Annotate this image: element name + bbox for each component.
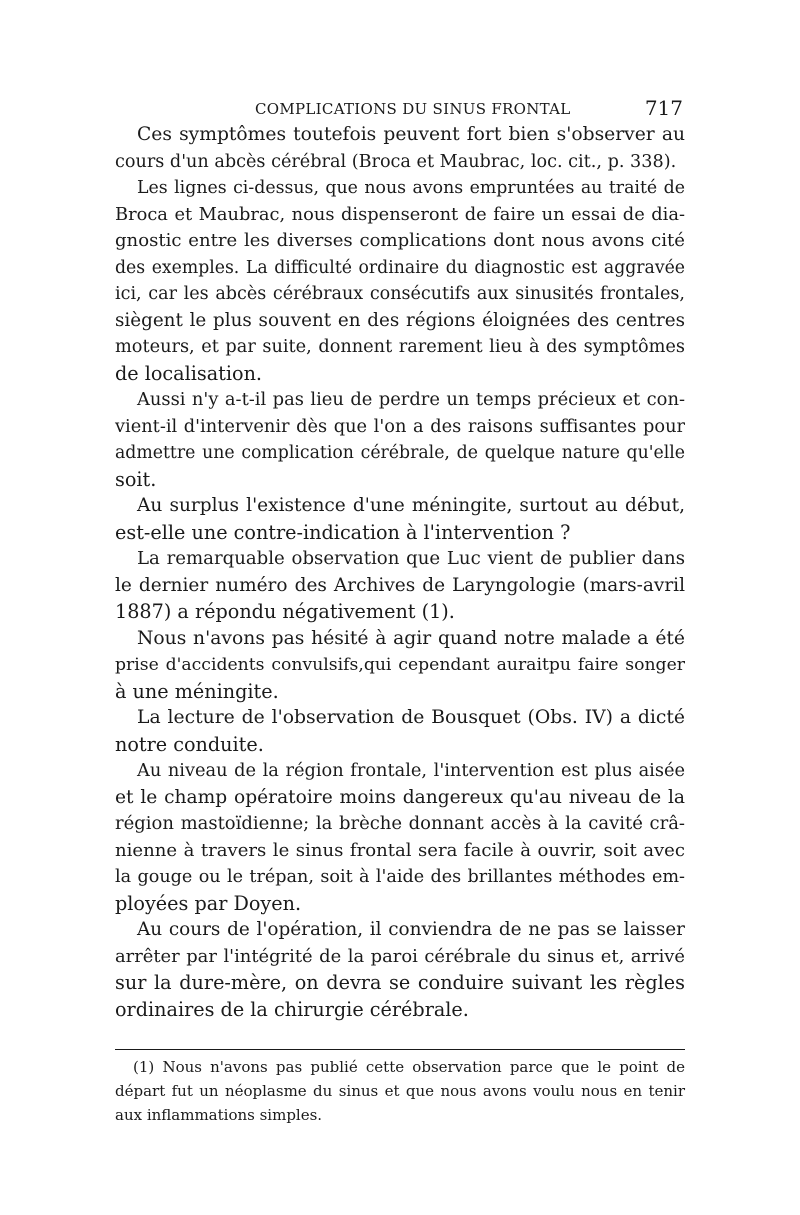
body-text [115, 122, 685, 1023]
text-line: sur la dure-mère, on devra se conduire suivant les règles [115, 971, 685, 994]
text-line: cours d'un abcès cérébral (Broca et Maubrac, loc. cit., p. 338). [115, 151, 677, 172]
text-line: La remarquable observation que Luc vient de publier dans [137, 548, 685, 569]
text-line: admettre une complication cérébrale, de quelque nature qu'elle [115, 443, 685, 463]
text-line: Aussi n'y a-t-il pas lieu de perdre un temps précieux et con- [137, 389, 685, 410]
text-line: ici, car les abcès cérébraux consécutifs aux sinusités frontales, [115, 284, 685, 304]
paragraph [115, 493, 685, 546]
text-line: Les lignes ci-dessus, que nous avons empruntées au traité de [137, 178, 685, 198]
text-line: de localisation. [115, 361, 263, 385]
text-line: ordinaires de la chirurgie cérébrale. [115, 997, 469, 1021]
page-number: 717 [644, 96, 683, 120]
text-line: Nous n'avons pas hésité à agir quand notre malade a été [137, 627, 685, 649]
paragraph [115, 546, 685, 626]
text-line: région mastoïdienne; la brèche donnant accès à la cavité crâ- [115, 813, 685, 834]
text-line: soit. [115, 467, 157, 491]
paragraph [115, 705, 685, 758]
text-line: la gouge ou le trépan, soit à l'aide des brillantes méthodes em- [115, 867, 685, 887]
footnote-line: aux inflammations simples. [115, 1106, 323, 1124]
text-line: notre conduite. [115, 732, 264, 756]
footnote-rule [115, 1049, 685, 1050]
running-title: COMPLICATIONS DU SINUS FRONTAL [255, 100, 571, 118]
text-line: Au niveau de la région frontale, l'intervention est plus aisée [137, 760, 685, 781]
text-line: le dernier numéro des Archives de Laryngologie (mars-avril [115, 574, 685, 596]
text-line: prise d'accidents convulsifs,qui cependant auraitpu faire songer [115, 655, 685, 675]
text-line: arrêter par l'intégrité de la paroi cérébrale du sinus et, arrivé [115, 945, 685, 967]
text-line: 1887) a répondu négativement (1). [115, 600, 455, 623]
text-line: La lecture de l'observation de Bousquet (Obs. IV) a dicté [137, 707, 685, 728]
paragraph [115, 758, 685, 917]
text-line: et le champ opératoire moins dangereux qu'au niveau de la [115, 786, 685, 808]
footnote-line: (1) Nous n'avons pas publié cette observation parce que le point de [133, 1058, 685, 1076]
paragraph [115, 917, 685, 1023]
text-line: siègent le plus souvent en des régions éloignées des centres [115, 309, 685, 331]
text-line: ployées par Doyen. [115, 891, 302, 915]
text-line: Broca et Maubrac, nous dispenseront de faire un essai de dia- [115, 203, 685, 225]
text-line: gnostic entre les diverses complications dont nous avons cité [115, 230, 685, 251]
paragraph [115, 122, 685, 175]
text-line: Au cours de l'opération, il conviendra de ne pas se laisser [137, 919, 685, 940]
text-line: vient-il d'intervenir dès que l'on a des raisons suffisantes pour [115, 415, 685, 437]
paragraph [115, 626, 685, 706]
footnote-line: départ fut un néoplasme du sinus et que nous avons voulu nous en tenir [115, 1082, 685, 1100]
text-line: à une méningite. [115, 679, 279, 703]
text-line: Ces symptômes toutefois peuvent fort bien s'observer au [137, 124, 685, 145]
text-line: nienne à travers le sinus frontal sera facile à ouvrir, soit avec [115, 839, 685, 861]
paragraph [115, 175, 685, 387]
running-head [115, 96, 685, 124]
text-line: Au surplus l'existence d'une méningite, surtout au début, [137, 495, 685, 516]
paragraph [115, 387, 685, 493]
footnote [115, 1055, 685, 1127]
text-line: moteurs, et par suite, donnent rarement lieu à des symptômes [115, 337, 685, 357]
text-line: des exemples. La difficulté ordinaire du diagnostic est aggravée [115, 257, 685, 278]
text-line: est-elle une contre-indication à l'intervention ? [115, 520, 571, 544]
